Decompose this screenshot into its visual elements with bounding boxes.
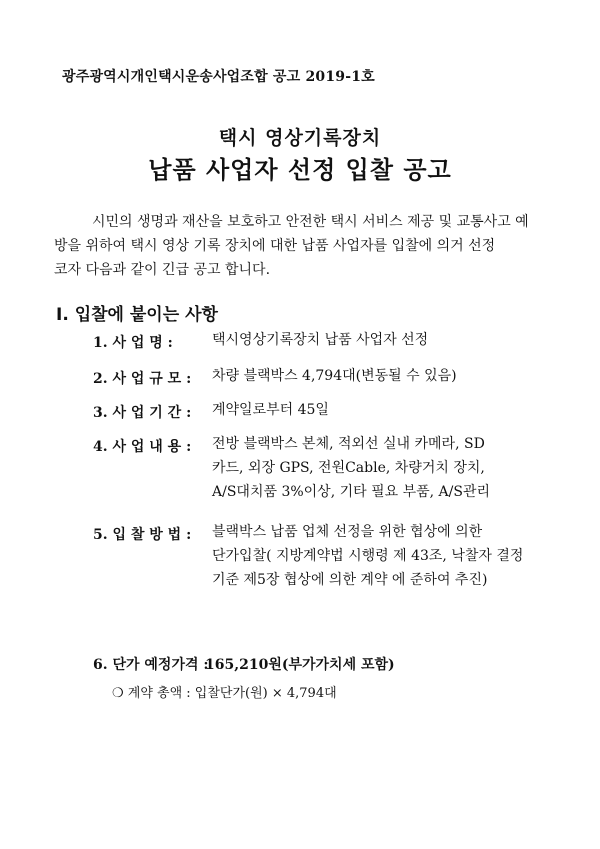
intro-line: 코자 다음과 같이 긴급 공고 합니다.	[54, 262, 271, 278]
intro-line: 방을 위하여 택시 영상 기록 장치에 대한 납품 사업자를 입찰에 의거 선정	[54, 238, 496, 254]
item-content	[212, 432, 490, 504]
intro-line: 시민의 생명과 재산을 보호하고 안전한 택시 서비스 제공 및 교통사고 예	[92, 214, 529, 230]
item-label: 2. 사 업 규 모 :	[93, 371, 192, 387]
item-estimated-price	[93, 654, 395, 674]
item-label: 6. 단가 예정가격 :	[93, 657, 209, 673]
item-content-line: 전방 블랙박스 본체, 적외선 실내 카메라, SD	[212, 436, 485, 452]
item-content-line: 택시영상기록장치 납품 사업자 선정	[212, 332, 429, 348]
item-content	[212, 398, 329, 422]
item-label: 3. 사 업 기 간 :	[93, 405, 192, 421]
item-label: 5. 입 찰 방 법 :	[93, 527, 192, 543]
item-content	[212, 520, 523, 592]
item-content	[212, 364, 457, 388]
item-business-scale	[93, 368, 205, 388]
item-business-name	[93, 332, 205, 352]
section-heading: Ⅰ. 입찰에 붙이는 사항	[56, 305, 218, 325]
item-content-line: 카드, 외장 GPS, 전원Cable, 차량거치 장치,	[212, 460, 485, 476]
price-value: 165,210원(부가가치세 포함)	[205, 657, 395, 673]
document-title-line2: 납품 사업자 선정 입찰 공고	[148, 156, 452, 184]
notice-number: 광주광역시개인택시운송사업조합 공고 2019-1호	[62, 69, 375, 85]
item-business-content	[93, 436, 205, 456]
item-bid-method	[93, 524, 205, 544]
item-label: 1. 사 업 명 :	[93, 335, 173, 351]
item-label: 4. 사 업 내 용 :	[93, 439, 192, 455]
document-title-line1: 택시 영상기록장치	[218, 127, 382, 149]
item-business-period	[93, 402, 205, 422]
intro-paragraph	[54, 210, 529, 282]
contract-total-bullet: ❍ 계약 총액 : 입찰단가(원) × 4,794대	[112, 686, 337, 701]
item-content-line: 단가입찰( 지방계약법 시행령 제 43조, 낙찰자 결정	[212, 548, 524, 564]
item-content-line: 블랙박스 납품 업체 선정을 위한 협상에 의한	[212, 524, 483, 540]
item-content-line: A/S대치품 3%이상, 기타 필요 부품, A/S관리	[212, 484, 491, 500]
item-content-line: 차량 블랙박스 4,794대(변동될 수 있음)	[212, 368, 457, 384]
item-content-line: 기준 제5장 협상에 의한 계약 에 준하여 추진)	[212, 572, 488, 588]
item-content	[212, 328, 428, 352]
item-content-line: 계약일로부터 45일	[212, 402, 329, 418]
